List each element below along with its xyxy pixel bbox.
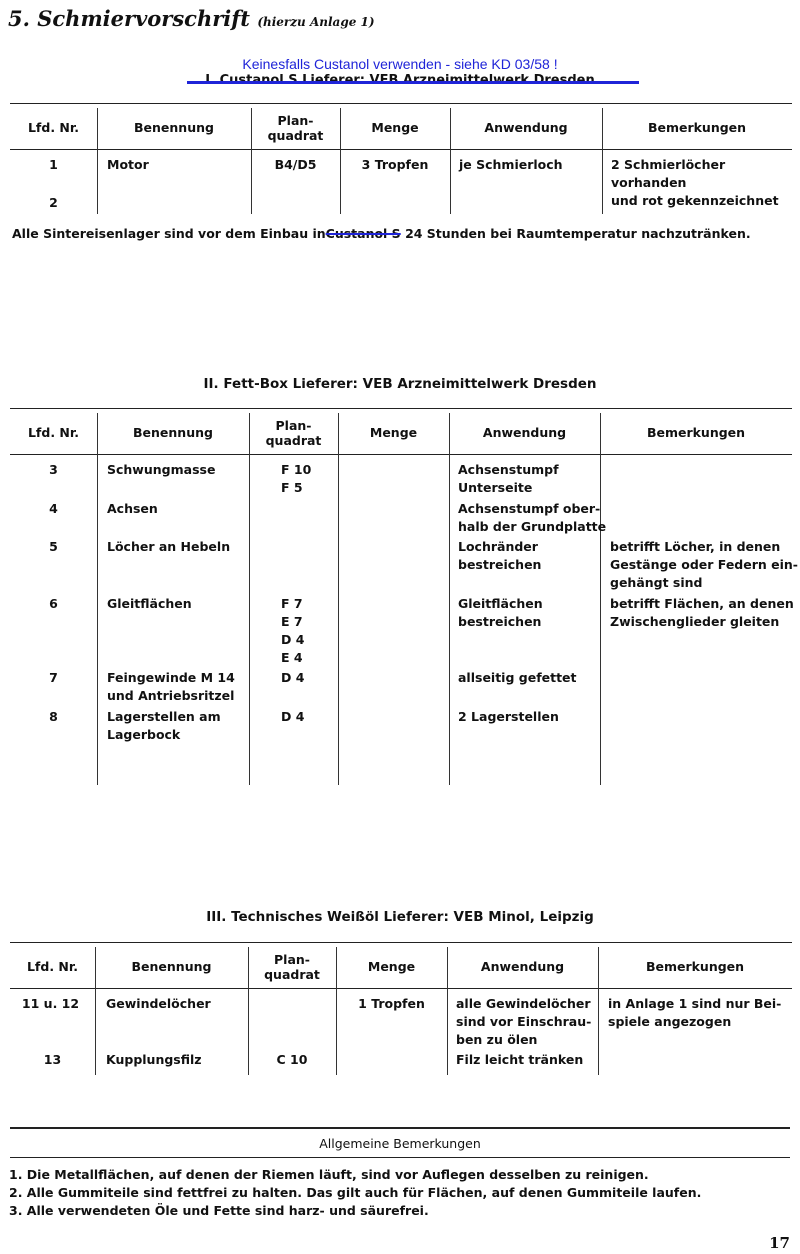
note-text: Alle Sintereisenlager sind vor dem Einbau in xyxy=(12,226,326,241)
section2-title: II. Fett-Box Lieferer: VEB Arzneimittelwerk Dresden xyxy=(203,376,597,392)
cell-nr: 13 xyxy=(43,1052,62,1067)
header-qty: Menge xyxy=(371,120,419,135)
header-qty: Menge xyxy=(367,959,416,974)
cell-nr: 6 xyxy=(49,596,58,611)
header-name: Benennung xyxy=(133,425,213,440)
use-line: Achsenstumpf ober- xyxy=(458,501,601,516)
rule xyxy=(10,454,792,455)
header-plan-line2: quadrat xyxy=(265,433,322,448)
rule xyxy=(10,149,792,150)
use-line: alle Gewindelöcher xyxy=(456,996,591,1011)
cell-plan: C 10 xyxy=(276,1052,308,1067)
header-remarks: Bemerkungen xyxy=(645,959,745,974)
page-number: 17 xyxy=(769,1234,790,1252)
cell-use xyxy=(458,595,543,631)
header-use: Anwendung xyxy=(482,425,567,440)
cell-use: 2 Lagerstellen xyxy=(458,709,559,724)
rule xyxy=(10,408,792,409)
header-use: Anwendung xyxy=(480,959,565,974)
plan-line: E 7 xyxy=(281,614,303,629)
cell-name xyxy=(107,669,235,705)
cell-nr: 3 xyxy=(49,462,58,477)
cell-use: je Schmierloch xyxy=(459,157,563,172)
strike-line xyxy=(187,81,639,84)
header-plan-line2: quadrat xyxy=(264,967,320,982)
sinter-note xyxy=(12,225,751,243)
remarks-line: betrifft Löcher, in denen xyxy=(610,539,781,554)
cell-nr: 2 xyxy=(49,195,58,210)
use-line: bestreichen xyxy=(458,557,542,572)
cell-name: Achsen xyxy=(107,501,158,516)
use-line: Lochränder xyxy=(458,539,538,554)
use-line: bestreichen xyxy=(458,614,542,629)
cell-plan: B4/D5 xyxy=(274,157,317,172)
col-divider xyxy=(249,413,250,785)
remarks-line: 2 Schmierlöcher vorhanden xyxy=(611,157,726,190)
cell-use xyxy=(458,500,606,536)
list-item: 3. Alle verwendeten Öle und Fette sind harz- und säurefrei. xyxy=(9,1203,429,1218)
use-line: Unterseite xyxy=(458,480,533,495)
col-divider xyxy=(97,413,98,785)
header-plan-line1: Plan- xyxy=(277,113,314,128)
name-line: Lagerbock xyxy=(107,727,181,742)
cell-nr: 1 xyxy=(49,157,58,172)
col-divider xyxy=(449,413,450,785)
remarks-line: betrifft Flächen, an denen xyxy=(610,596,794,611)
note-text: 24 Stunden bei Raumtemperatur nachzutränken. xyxy=(405,226,751,241)
remarks-line: spiele angezogen xyxy=(608,1014,732,1029)
header-nr: Lfd. Nr. xyxy=(27,425,80,440)
cell-name: Gewindelöcher xyxy=(106,996,211,1011)
cell-remarks xyxy=(608,995,781,1031)
use-line: Achsenstumpf xyxy=(458,462,559,477)
note-struck: Custanol S xyxy=(325,226,401,241)
title-subtitle: (hierzu Anlage 1) xyxy=(257,15,375,29)
header-name: Benennung xyxy=(134,120,214,135)
rule xyxy=(10,103,792,104)
cell-name: Motor xyxy=(107,157,149,172)
list-item: 2. Alle Gummiteile sind fettfrei zu halten. Das gilt auch für Flächen, auf denen Gummiteile laufen. xyxy=(9,1185,702,1200)
header-plan xyxy=(248,952,336,982)
cell-remarks xyxy=(610,595,794,631)
use-line: ben zu ölen xyxy=(456,1032,538,1047)
remarks-line: und rot gekennzeichnet xyxy=(611,193,779,208)
use-line: halb der Grundplatte xyxy=(458,519,607,534)
cell-use xyxy=(458,461,559,497)
cell-qty: 1 Tropfen xyxy=(358,996,425,1011)
cell-nr: 5 xyxy=(49,539,58,554)
cell-use: Filz leicht tränken xyxy=(456,1052,584,1067)
cell-plan xyxy=(281,595,304,667)
header-nr: Lfd. Nr. xyxy=(26,959,79,974)
cell-name: Löcher an Hebeln xyxy=(107,539,231,554)
header-plan-line2: quadrat xyxy=(267,128,324,143)
plan-line: F 7 xyxy=(281,596,303,611)
page-title xyxy=(8,6,375,31)
rule xyxy=(10,1127,790,1129)
cell-use xyxy=(458,538,541,574)
header-use: Anwendung xyxy=(484,120,568,135)
cell-name: Schwungmasse xyxy=(107,462,216,477)
rule xyxy=(10,988,792,989)
header-plan-line1: Plan- xyxy=(274,952,310,967)
general-list xyxy=(9,1166,701,1220)
header-remarks: Bemerkungen xyxy=(646,425,746,440)
plan-line: F 5 xyxy=(281,480,303,495)
col-divider xyxy=(338,413,339,785)
general-title: Allgemeine Bemerkungen xyxy=(319,1136,481,1151)
header-remarks: Bemerkungen xyxy=(647,120,747,135)
plan-line: D 4 xyxy=(281,632,305,647)
rule xyxy=(10,942,792,943)
header-nr: Lfd. Nr. xyxy=(27,120,80,135)
header-qty: Menge xyxy=(369,425,418,440)
cell-plan: D 4 xyxy=(281,670,305,685)
cell-name: Gleitflächen xyxy=(107,596,192,611)
cell-name: Kupplungsfilz xyxy=(106,1052,202,1067)
remarks-line: gehängt sind xyxy=(610,575,703,590)
name-line: und Antriebsritzel xyxy=(107,688,235,703)
plan-line: F 10 xyxy=(281,462,312,477)
use-line: sind vor Einschrau- xyxy=(456,1014,592,1029)
remarks-line: Zwischenglieder gleiten xyxy=(610,614,780,629)
section3-title: III. Technisches Weißöl Lieferer: VEB Minol, Leipzig xyxy=(206,909,594,925)
cell-use: allseitig gefettet xyxy=(458,670,577,685)
col-divider xyxy=(600,413,601,785)
use-line: Gleitflächen xyxy=(458,596,543,611)
cell-remarks xyxy=(611,156,800,210)
header-plan xyxy=(249,418,338,448)
cell-name xyxy=(107,708,221,744)
header-plan-line1: Plan- xyxy=(275,418,312,433)
cell-nr: 4 xyxy=(49,501,58,516)
cell-nr: 11 u. 12 xyxy=(21,996,80,1011)
list-item: 1. Die Metallflächen, auf denen der Riemen läuft, sind vor Auflegen desselben zu reinigen. xyxy=(9,1167,649,1182)
stamp-note: Keinesfalls Custanol verwenden - siehe KD 03/58 ! xyxy=(242,56,558,72)
cell-nr: 8 xyxy=(49,709,58,724)
title-text: 5. Schmiervorschrift xyxy=(8,6,251,31)
name-line: Lagerstellen am xyxy=(107,709,221,724)
header-plan xyxy=(251,113,340,143)
cell-use xyxy=(456,995,591,1049)
plan-line: E 4 xyxy=(281,650,303,665)
remarks-line: Gestänge oder Federn ein- xyxy=(610,557,798,572)
cell-qty: 3 Tropfen xyxy=(361,157,429,172)
cell-plan xyxy=(281,461,311,497)
cell-remarks xyxy=(610,538,798,592)
rule xyxy=(10,1157,790,1158)
cell-plan: D 4 xyxy=(281,709,305,724)
remarks-line: in Anlage 1 sind nur Bei- xyxy=(608,996,782,1011)
name-line: Feingewinde M 14 xyxy=(107,670,235,685)
cell-nr: 7 xyxy=(49,670,58,685)
header-name: Benennung xyxy=(131,959,212,974)
